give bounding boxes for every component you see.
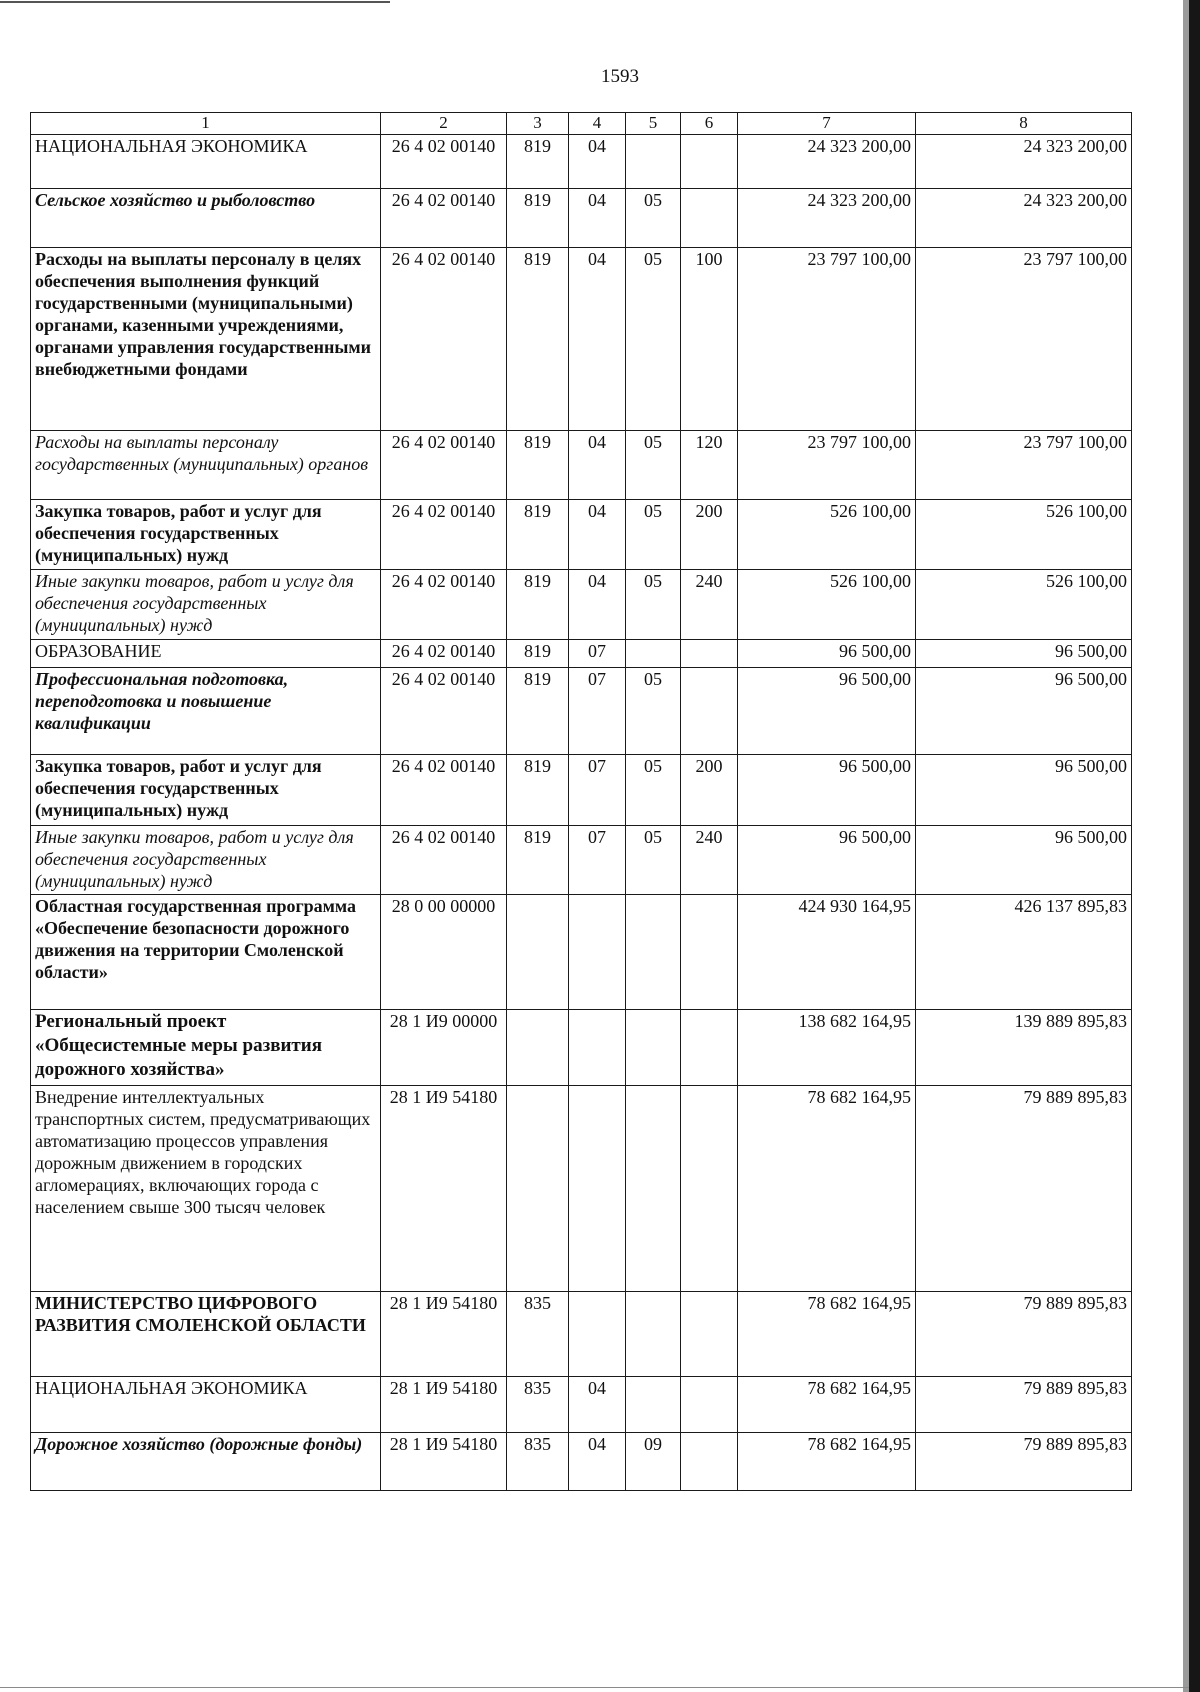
amount-year-1: 78 682 164,95	[738, 1433, 916, 1491]
target-article-code: 28 0 00 00000	[381, 895, 507, 1010]
target-article-code: 26 4 02 00140	[381, 570, 507, 640]
row-name: Закупка товаров, работ и услуг для обеспечения государственных (муниципальных) нужд	[31, 755, 381, 826]
amount-year-1: 526 100,00	[738, 570, 916, 640]
amount-year-1: 96 500,00	[738, 668, 916, 755]
target-article-code: 26 4 02 00140	[381, 189, 507, 248]
admin-code: 819	[507, 135, 569, 189]
table-row	[31, 1292, 1132, 1377]
subsection-code: 05	[626, 248, 681, 431]
amount-year-2: 79 889 895,83	[916, 1377, 1132, 1433]
section-code: 07	[569, 640, 626, 668]
admin-code	[507, 1086, 569, 1292]
admin-code: 819	[507, 668, 569, 755]
table-row	[31, 431, 1132, 500]
target-article-code: 26 4 02 00140	[381, 826, 507, 895]
expense-type-code	[681, 189, 738, 248]
admin-code: 835	[507, 1433, 569, 1491]
row-name: ОБРАЗОВАНИЕ	[31, 640, 381, 668]
amount-year-1: 24 323 200,00	[738, 135, 916, 189]
scan-edge-right	[1189, 0, 1200, 1692]
amount-year-1: 78 682 164,95	[738, 1377, 916, 1433]
expense-type-code	[681, 1292, 738, 1377]
target-article-code: 28 1 И9 54180	[381, 1433, 507, 1491]
amount-year-1: 526 100,00	[738, 500, 916, 570]
expense-type-code: 240	[681, 570, 738, 640]
target-article-code: 26 4 02 00140	[381, 640, 507, 668]
expense-type-code	[681, 1433, 738, 1491]
target-article-code: 28 1 И9 54180	[381, 1086, 507, 1292]
subsection-code: 05	[626, 500, 681, 570]
admin-code: 835	[507, 1377, 569, 1433]
column-header: 8	[916, 113, 1132, 135]
row-name: Профессиональная подготовка, переподготовка и повышение квалификации	[31, 668, 381, 755]
target-article-code: 26 4 02 00140	[381, 248, 507, 431]
section-code	[569, 1010, 626, 1086]
section-code: 07	[569, 668, 626, 755]
amount-year-2: 79 889 895,83	[916, 1433, 1132, 1491]
subsection-code: 09	[626, 1433, 681, 1491]
subsection-code	[626, 135, 681, 189]
admin-code: 819	[507, 500, 569, 570]
target-article-code: 26 4 02 00140	[381, 755, 507, 826]
table-row	[31, 1086, 1132, 1292]
admin-code	[507, 895, 569, 1010]
amount-year-1: 96 500,00	[738, 826, 916, 895]
expense-type-code	[681, 135, 738, 189]
amount-year-1: 78 682 164,95	[738, 1086, 916, 1292]
expense-type-code: 240	[681, 826, 738, 895]
amount-year-1: 138 682 164,95	[738, 1010, 916, 1086]
amount-year-2: 79 889 895,83	[916, 1086, 1132, 1292]
column-header: 3	[507, 113, 569, 135]
subsection-code	[626, 1292, 681, 1377]
table-row	[31, 755, 1132, 826]
row-name: Расходы на выплаты персоналу государственных (муниципальных) органов	[31, 431, 381, 500]
column-header: 5	[626, 113, 681, 135]
admin-code: 835	[507, 1292, 569, 1377]
table-row	[31, 570, 1132, 640]
row-name: Областная государственная программа «Обеспечение безопасности дорожного движения на территории Смоленской области»	[31, 895, 381, 1010]
expense-type-code	[681, 640, 738, 668]
admin-code	[507, 1010, 569, 1086]
expense-type-code	[681, 1010, 738, 1086]
section-code: 04	[569, 1377, 626, 1433]
table-header-row	[31, 113, 1132, 135]
row-name: МИНИСТЕРСТВО ЦИФРОВОГО РАЗВИТИЯ СМОЛЕНСКОЙ ОБЛАСТИ	[31, 1292, 381, 1377]
amount-year-1: 23 797 100,00	[738, 431, 916, 500]
budget-table	[30, 112, 1132, 1491]
amount-year-1: 24 323 200,00	[738, 189, 916, 248]
expense-type-code: 200	[681, 500, 738, 570]
amount-year-1: 78 682 164,95	[738, 1292, 916, 1377]
section-code: 04	[569, 135, 626, 189]
subsection-code	[626, 640, 681, 668]
amount-year-2: 23 797 100,00	[916, 431, 1132, 500]
amount-year-2: 24 323 200,00	[916, 189, 1132, 248]
expense-type-code: 200	[681, 755, 738, 826]
expense-type-code: 100	[681, 248, 738, 431]
table-row	[31, 500, 1132, 570]
subsection-code: 05	[626, 431, 681, 500]
target-article-code: 28 1 И9 54180	[381, 1292, 507, 1377]
amount-year-2: 96 500,00	[916, 755, 1132, 826]
expense-type-code: 120	[681, 431, 738, 500]
table-row	[31, 1433, 1132, 1491]
admin-code: 819	[507, 189, 569, 248]
row-name: Сельское хозяйство и рыболовство	[31, 189, 381, 248]
amount-year-2: 426 137 895,83	[916, 895, 1132, 1010]
row-name: НАЦИОНАЛЬНАЯ ЭКОНОМИКА	[31, 135, 381, 189]
row-name: Расходы на выплаты персоналу в целях обеспечения выполнения функций государственными (муниципальными) органами, казенными учреждениями, органами управления государственными внебюджетными фондами	[31, 248, 381, 431]
expense-type-code	[681, 895, 738, 1010]
target-article-code: 28 1 И9 54180	[381, 1377, 507, 1433]
row-name: Внедрение интеллектуальных транспортных систем, предусматривающих автоматизацию процессов управления дорожным движением в городских агломерациях, включающих города с населением свыше 300 тысяч человек	[31, 1086, 381, 1292]
table-row	[31, 895, 1132, 1010]
section-code	[569, 1292, 626, 1377]
column-header: 1	[31, 113, 381, 135]
amount-year-2: 23 797 100,00	[916, 248, 1132, 431]
target-article-code: 28 1 И9 00000	[381, 1010, 507, 1086]
section-code: 04	[569, 1433, 626, 1491]
table-row	[31, 189, 1132, 248]
scan-border-top	[0, 1, 390, 3]
row-name: Иные закупки товаров, работ и услуг для обеспечения государственных (муниципальных) нужд	[31, 570, 381, 640]
subsection-code: 05	[626, 570, 681, 640]
admin-code: 819	[507, 826, 569, 895]
table-row	[31, 640, 1132, 668]
section-code: 07	[569, 826, 626, 895]
amount-year-1: 23 797 100,00	[738, 248, 916, 431]
admin-code: 819	[507, 248, 569, 431]
admin-code: 819	[507, 640, 569, 668]
amount-year-2: 526 100,00	[916, 570, 1132, 640]
table-row	[31, 1010, 1132, 1086]
section-code: 07	[569, 755, 626, 826]
column-header: 7	[738, 113, 916, 135]
column-header: 2	[381, 113, 507, 135]
expense-type-code	[681, 668, 738, 755]
subsection-code: 05	[626, 755, 681, 826]
expense-type-code	[681, 1086, 738, 1292]
section-code	[569, 1086, 626, 1292]
subsection-code	[626, 1010, 681, 1086]
subsection-code	[626, 895, 681, 1010]
row-name: Закупка товаров, работ и услуг для обеспечения государственных (муниципальных) нужд	[31, 500, 381, 570]
section-code: 04	[569, 248, 626, 431]
amount-year-2: 24 323 200,00	[916, 135, 1132, 189]
target-article-code: 26 4 02 00140	[381, 500, 507, 570]
subsection-code: 05	[626, 189, 681, 248]
admin-code: 819	[507, 570, 569, 640]
section-code	[569, 895, 626, 1010]
section-code: 04	[569, 431, 626, 500]
column-header: 4	[569, 113, 626, 135]
table-row	[31, 668, 1132, 755]
amount-year-1: 424 930 164,95	[738, 895, 916, 1010]
amount-year-1: 96 500,00	[738, 755, 916, 826]
target-article-code: 26 4 02 00140	[381, 668, 507, 755]
scan-border-bottom	[0, 1687, 1189, 1688]
section-code: 04	[569, 570, 626, 640]
row-name: Дорожное хозяйство (дорожные фонды)	[31, 1433, 381, 1491]
amount-year-1: 96 500,00	[738, 640, 916, 668]
admin-code: 819	[507, 431, 569, 500]
table-row	[31, 1377, 1132, 1433]
amount-year-2: 96 500,00	[916, 640, 1132, 668]
target-article-code: 26 4 02 00140	[381, 431, 507, 500]
amount-year-2: 526 100,00	[916, 500, 1132, 570]
row-name: Региональный проект «Общесистемные меры развития дорожного хозяйства»	[31, 1010, 381, 1086]
table-row	[31, 135, 1132, 189]
row-name: Иные закупки товаров, работ и услуг для обеспечения государственных (муниципальных) нужд	[31, 826, 381, 895]
expense-type-code	[681, 1377, 738, 1433]
table-row	[31, 248, 1132, 431]
subsection-code: 05	[626, 668, 681, 755]
admin-code: 819	[507, 755, 569, 826]
row-name: НАЦИОНАЛЬНАЯ ЭКОНОМИКА	[31, 1377, 381, 1433]
subsection-code	[626, 1377, 681, 1433]
amount-year-2: 79 889 895,83	[916, 1292, 1132, 1377]
amount-year-2: 96 500,00	[916, 826, 1132, 895]
subsection-code: 05	[626, 826, 681, 895]
table-row	[31, 826, 1132, 895]
amount-year-2: 96 500,00	[916, 668, 1132, 755]
section-code: 04	[569, 500, 626, 570]
subsection-code	[626, 1086, 681, 1292]
column-header: 6	[681, 113, 738, 135]
section-code: 04	[569, 189, 626, 248]
target-article-code: 26 4 02 00140	[381, 135, 507, 189]
amount-year-2: 139 889 895,83	[916, 1010, 1132, 1086]
page-number: 1593	[601, 66, 639, 87]
